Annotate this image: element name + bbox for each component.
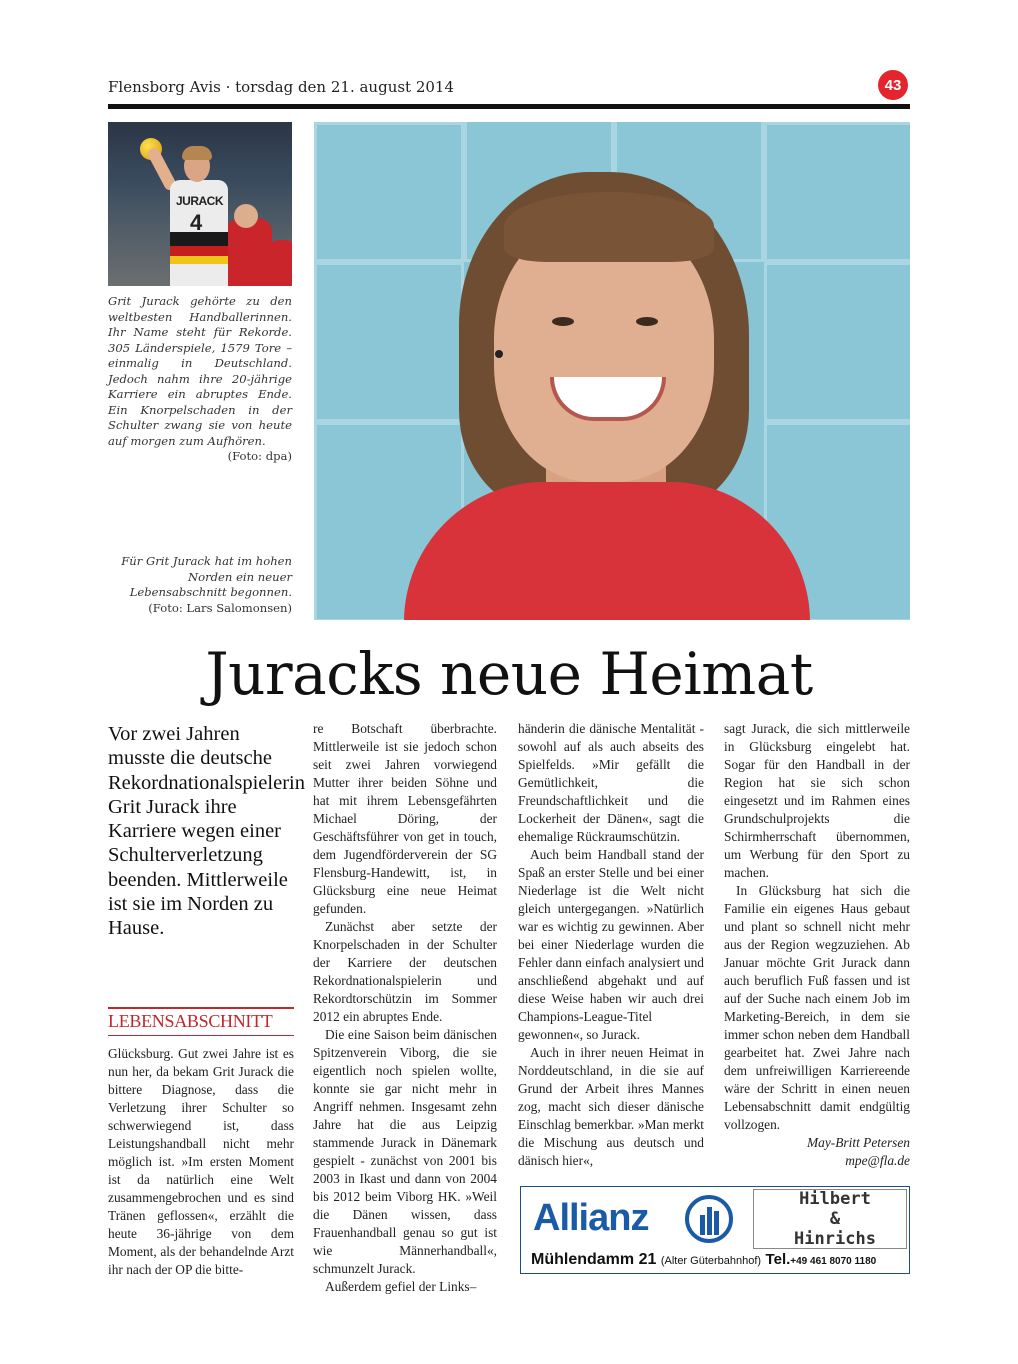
author-name: May-Britt Petersen <box>807 1135 910 1150</box>
player-hair <box>182 146 212 160</box>
logo-bar <box>714 1211 719 1235</box>
agency-name-1: Hilbert <box>799 1189 871 1209</box>
paragraph: Auch in ihrer neuen Heimat in Norddeutschland, in die sie auf Grund der Arbeit ihres Mannes zog, macht sich dieser dänische Einschlag bemerkbar. »Man merkt die Mischung aus deutsch und dänisch hier«, <box>518 1045 704 1168</box>
paragraph: re Botschaft überbrachte. Mittlerweile ist sie jedoch schon seit zwei Jahren vorwiegend Mutter ihrer beiden Söhne und hat mit ihrem Lebensgefährten Michael Döring, der Geschäftsführer von get in touch, dem Jugendförderverein der SG Flensburg-Handewitt, ist, in Glücksburg eine neue Heimat gefunden. <box>313 721 497 916</box>
wall-tile <box>314 122 464 262</box>
masthead: Flensborg Avis · torsdag den 21. august 2014 <box>108 78 455 96</box>
red-shirt <box>404 482 810 620</box>
hair-fringe <box>504 192 714 262</box>
paragraph: Die eine Saison beim dänischen Spitzenverein Viborg, die sie eigentlich noch spielen wollte, konnte sie gar nicht mehr in Angriff nehmen. Insgesamt zehn Jahre hat die aus Leipzig stammende Jurack in Dänemark gespielt - zunächst von 2001 bis 2003 in Ikast und dann von 2004 bis 2012 beim Viborg HK. »Weil die Dänen wissen, dass Frauenhandball genau so gut ist wie Männerhandball«, schmunzelt Jurack. <box>313 1027 497 1276</box>
main-caption-line: Für Grit Jurack hat im hohen <box>121 554 292 568</box>
jersey-name: JURACK <box>176 194 224 208</box>
paragraph: Außerdem gefiel der Links– <box>325 1279 477 1294</box>
ad-tel-label: Tel. <box>765 1251 791 1268</box>
main-caption-line: Lebensabschnitt begonnen. <box>129 585 292 599</box>
jersey-stripe-gold <box>170 256 228 264</box>
wall-tile <box>764 122 910 262</box>
paragraph: Zunächst aber setzte der Knorpelschaden in der Schulter der Karriere der deutschen Rekordnationalspielerin und Rekordtorschützin im Sommer 2012 ein abruptes Ende. <box>313 919 497 1024</box>
opponent-player <box>226 218 272 286</box>
ad-phone: +49 461 8070 1180 <box>790 1256 877 1267</box>
small-photo-credit: (Foto: dpa) <box>227 449 292 463</box>
earring <box>495 350 503 358</box>
portrait-photo <box>314 122 910 620</box>
article-column-2 <box>313 720 497 1296</box>
eye-right <box>636 317 658 326</box>
lede: Vor zwei Jahren musste die deutsche Rekordnationalspielerin Grit Jurack ihre Karriere wegen einer Schulterverletzung beenden. Mittlerweile ist sie im Norden zu Hause. <box>108 723 305 940</box>
small-photo-caption-text: Grit Jurack gehörte zu den weltbesten Handballerinnen. Ihr Name steht für Rekorde. 305 Länderspiele, 1579 Tore – einmalig in Deutschland. Jedoch nahm ihre 20-jährige Karriere ein abruptes Ende. Ein Knorpelschaden in der Schulter zwang sie von heute auf morgen zum Aufhören. <box>108 294 292 448</box>
ad-street: Mühlendamm 21 <box>531 1251 657 1268</box>
wall-tile <box>314 262 464 422</box>
main-caption-line: Norden ein neuer <box>187 569 292 584</box>
logo-bar <box>707 1207 712 1235</box>
main-photo-caption <box>108 554 292 616</box>
article-column-4 <box>724 720 910 1170</box>
page-number-badge: 43 <box>878 70 908 100</box>
agency-ampersand: & <box>829 1209 841 1229</box>
article-column-1 <box>108 1045 294 1279</box>
ad-street-note: (Alter Güterbahnhof) <box>660 1255 762 1267</box>
paragraph: sagt Jurack, die sich mittlerweile in Glücksburg eingelebt hat. Sogar für den Handball in der Region hat sie sich schon eingesetzt und im Rahmen eines Grundschulprojekts die Schirmherrschaft übernommen, um Werbung für den Sport zu machen. <box>724 721 910 880</box>
small-photo-caption <box>108 294 292 465</box>
section-rule-top <box>108 1007 294 1009</box>
paragraph: Glücksburg. Gut zwei Jahre ist es nun her, da bekam Grit Jurack die bittere Diagnose, dass die Verletzung ihrer Schulter so schwerwiegend ist, dass Leistungshandball nicht mehr möglich ist. »Im ersten Moment ist da natürlich eine Welt zusammengebrochen und es sind Tränen geflossen«, erzählt die heute 36-jährige von dem Moment, als der behandelnde Arzt ihr nach der OP die bitte- <box>108 1046 294 1277</box>
handball-action-photo <box>108 122 292 286</box>
opponent-head <box>234 204 258 228</box>
ad-contact-line <box>521 1251 908 1273</box>
author-email: mpe@fla.de <box>845 1153 910 1168</box>
section-label: LEBENSABSCHNITT <box>108 1011 273 1031</box>
wall-tile <box>764 262 910 422</box>
article-column-3 <box>518 720 704 1170</box>
allianz-logo-icon <box>685 1195 733 1243</box>
allianz-wordmark: Allianz <box>533 1197 649 1239</box>
allianz-advertisement[interactable] <box>520 1186 910 1274</box>
headline: Juracks neue Heimat <box>205 640 813 708</box>
logo-bar <box>700 1215 705 1235</box>
jersey-number: 4 <box>190 210 203 235</box>
eye-left <box>552 317 574 326</box>
paragraph: In Glücksburg hat sich die Familie ein eigenes Haus gebaut und plant so schnell nicht mehr aus der Region wegzuziehen. Ab Januar möchte Grit Jurack dann auch beruflich Fuß fassen und ist auf der Suche nach einem Job im Marketing-Bereich, in dem sie immer schon neben dem Handball gearbeitet hat. Zwei Jahre nach dem unfreiwilligen Karriereende wäre der Schritt in einen neuen Lebensabschnitt damit endgültig vollzogen. <box>724 883 910 1132</box>
section-rule-bottom <box>108 1035 294 1036</box>
header-rule <box>108 104 910 109</box>
main-photo-credit: (Foto: Lars Salomonsen) <box>148 600 292 615</box>
agency-name-2: Hinrichs <box>794 1229 876 1249</box>
jersey-stripe-red <box>170 246 228 256</box>
paragraph: händerin die dänische Mentalität - sowohl auf als auch abseits des Spielfelds. »Mir gefällt die Gemütlichkeit, die Freundschaftlichkeit und die Lockerheit der Dänen«, sagt die ehemalige Rückraumschützin. <box>518 721 704 844</box>
paragraph: Auch beim Handball stand der Spaß an erster Stelle und bei einer Niederlage ist die Welt nicht gleich untergegangen. »Natürlich war es wichtig zu gewinnen. Aber bei einer Niederlage wurden die Fehler dann einfach analysiert und anschließend abgehakt und auf diese Weise haben wir auch drei Champions-League-Titel gewonnen«, so Jurack. <box>518 847 704 1042</box>
